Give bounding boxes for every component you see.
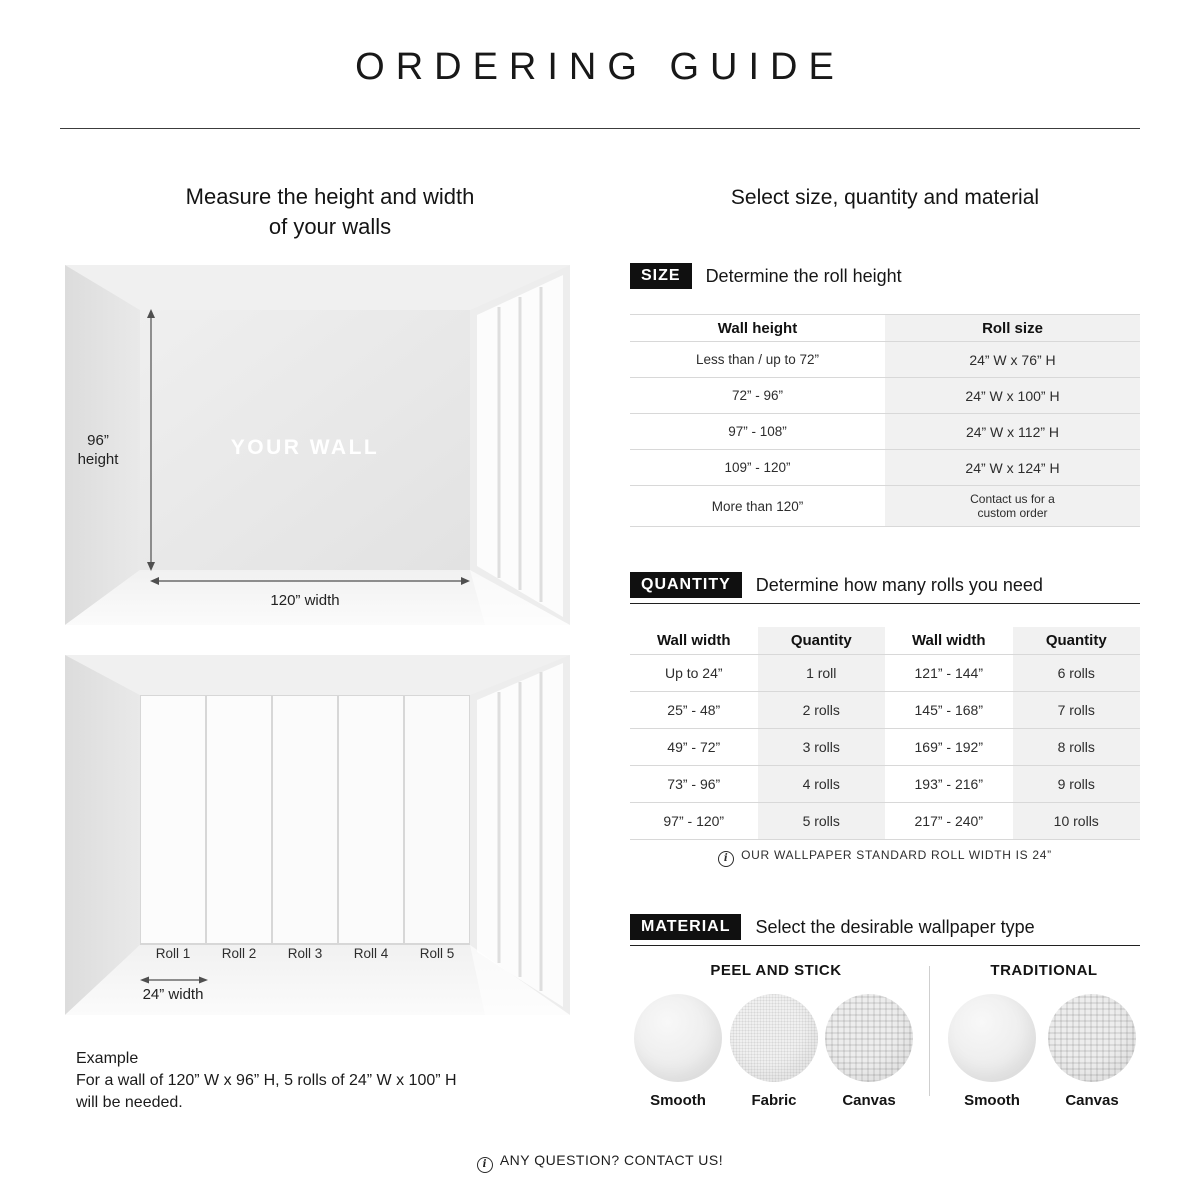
size-wall-height: More than 120”: [711, 498, 804, 514]
select-heading: Select size, quantity and material: [730, 186, 1040, 209]
room-illustration-measure: [65, 265, 570, 625]
qty-wall-range: 145” - 168”: [914, 702, 983, 718]
material-group-traditional: TRADITIONAL: [990, 962, 1098, 979]
wall-height-value: 96”: [87, 432, 109, 449]
qty-rolls: 5 rolls: [758, 803, 886, 839]
page-title: ORDERING GUIDE: [355, 46, 845, 88]
qty-wall-range: 193” - 216”: [914, 776, 983, 792]
size-subtitle: Determine the roll height: [705, 265, 902, 286]
quantity-table: [630, 627, 1140, 840]
material-option-fabric-peel: [726, 994, 822, 1109]
size-row: [630, 342, 1140, 378]
quantity-section-header: [630, 572, 1043, 598]
roll-labels-row: [140, 946, 470, 961]
smooth-texture-swatch: [948, 994, 1036, 1082]
quantity-row: [630, 766, 1140, 803]
room-render-rolls: [65, 655, 570, 1015]
size-row: [630, 450, 1140, 486]
qty-rolls: 2 rolls: [758, 692, 886, 728]
size-wall-height: 97” - 108”: [728, 424, 787, 439]
measure-heading-line2: of your walls: [268, 214, 392, 239]
size-roll-size: 24” W x 76” H: [885, 342, 1140, 377]
canvas-texture-swatch: [1048, 994, 1136, 1082]
size-col-roll-size: Roll size: [885, 315, 1140, 341]
material-group-peel-and-stick: PEEL AND STICK: [710, 962, 842, 979]
wall-height-word: height: [77, 451, 119, 468]
info-icon: i: [477, 1157, 493, 1173]
roll-label: Roll 1: [155, 946, 191, 961]
qty-col-quantity: Quantity: [758, 627, 886, 654]
material-section-header: [630, 914, 1035, 940]
swatch-label: Canvas: [1065, 1092, 1119, 1109]
qty-rolls: 4 rolls: [758, 766, 886, 802]
quantity-row: [630, 729, 1140, 766]
footer-contact-text: ANY QUESTION? CONTACT US!: [499, 1152, 724, 1168]
qty-col-quantity: Quantity: [1013, 627, 1141, 654]
wall-height-label: [67, 431, 129, 469]
custom-order-note: Contact us for a custom order: [970, 492, 1055, 520]
roll-width-label: 24” width: [142, 986, 204, 1003]
size-row: [630, 414, 1140, 450]
qty-rolls: 6 rolls: [1013, 655, 1141, 691]
size-badge: SIZE: [630, 263, 692, 289]
qty-wall-range: 217” - 240”: [914, 813, 983, 829]
size-wall-height: Less than / up to 72”: [695, 352, 820, 367]
qty-wall-range: 97” - 120”: [663, 813, 725, 829]
qty-rolls: 3 rolls: [758, 729, 886, 765]
swatch-label: Canvas: [842, 1092, 896, 1109]
room-illustration-rolls: [65, 655, 570, 1015]
quantity-row: [630, 655, 1140, 692]
size-roll-size: 24” W x 100” H: [885, 378, 1140, 413]
roll-label: Roll 2: [221, 946, 257, 961]
info-icon: i: [718, 851, 734, 867]
roll-label: Roll 4: [353, 946, 389, 961]
canvas-texture-swatch: [825, 994, 913, 1082]
qty-rolls: 1 roll: [758, 655, 886, 691]
example-line1: For a wall of 120” W x 96” H, 5 rolls of 24” W x 100” H: [76, 1072, 457, 1089]
qty-wall-range: 49” - 72”: [667, 739, 721, 755]
size-roll-size: 24” W x 124” H: [885, 450, 1140, 485]
fabric-texture-swatch: [730, 994, 818, 1082]
qty-col-wall-width: Wall width: [656, 632, 731, 649]
footer-contact-note: [0, 1152, 1200, 1173]
quantity-row: [630, 692, 1140, 729]
standard-roll-width-text: OUR WALLPAPER STANDARD ROLL WIDTH IS 24”: [741, 848, 1052, 862]
roll-label: Roll 5: [419, 946, 455, 961]
measure-heading-line1: Measure the height and width: [185, 184, 475, 209]
qty-rolls: 10 rolls: [1013, 803, 1141, 839]
quantity-subtitle: Determine how many rolls you need: [755, 574, 1043, 595]
material-option-canvas-peel: [821, 994, 917, 1109]
top-divider: [60, 128, 1140, 129]
smooth-texture-swatch: [634, 994, 722, 1082]
size-table: [630, 314, 1140, 527]
quantity-row: [630, 803, 1140, 840]
measure-heading: [95, 182, 565, 242]
quantity-table-header: [630, 627, 1140, 655]
example-title: Example: [76, 1050, 139, 1067]
qty-wall-range: 25” - 48”: [667, 702, 721, 718]
swatch-label: Fabric: [751, 1092, 797, 1109]
qty-rolls: 7 rolls: [1013, 692, 1141, 728]
material-option-smooth-traditional: [944, 994, 1040, 1109]
qty-wall-range: 121” - 144”: [914, 665, 983, 681]
qty-wall-range: 169” - 192”: [914, 739, 983, 755]
qty-col-wall-width: Wall width: [911, 632, 986, 649]
your-wall-label: YOUR WALL: [230, 436, 380, 459]
example-line2: will be needed.: [76, 1094, 183, 1111]
size-row: [630, 378, 1140, 414]
wall-width-label: 120” width: [270, 592, 340, 609]
size-table-header: [630, 315, 1140, 342]
size-wall-height: 109” - 120”: [724, 460, 791, 475]
material-option-smooth-peel: [630, 994, 726, 1109]
size-roll-size: 24” W x 112” H: [885, 414, 1140, 449]
material-subtitle: Select the desirable wallpaper type: [755, 916, 1035, 937]
qty-rolls: 8 rolls: [1013, 729, 1141, 765]
size-section-header: [630, 263, 902, 289]
size-roll-size: [885, 486, 1140, 526]
material-groups-divider: [929, 966, 930, 1096]
standard-roll-width-note: [630, 848, 1140, 867]
qty-wall-range: Up to 24”: [664, 665, 723, 681]
size-col-wall-height: Wall height: [717, 319, 798, 337]
size-row: [630, 486, 1140, 527]
quantity-badge: QUANTITY: [630, 572, 742, 598]
swatch-label: Smooth: [650, 1092, 706, 1109]
qty-wall-range: 73” - 96”: [667, 776, 721, 792]
example-block: [76, 1048, 566, 1114]
swatch-label: Smooth: [964, 1092, 1020, 1109]
quantity-divider: [630, 603, 1140, 604]
material-option-canvas-traditional: [1044, 994, 1140, 1109]
size-wall-height: 72” - 96”: [731, 388, 784, 403]
qty-rolls: 9 rolls: [1013, 766, 1141, 802]
roll-label: Roll 3: [287, 946, 323, 961]
material-divider-line: [630, 945, 1140, 946]
material-badge: MATERIAL: [630, 914, 741, 940]
